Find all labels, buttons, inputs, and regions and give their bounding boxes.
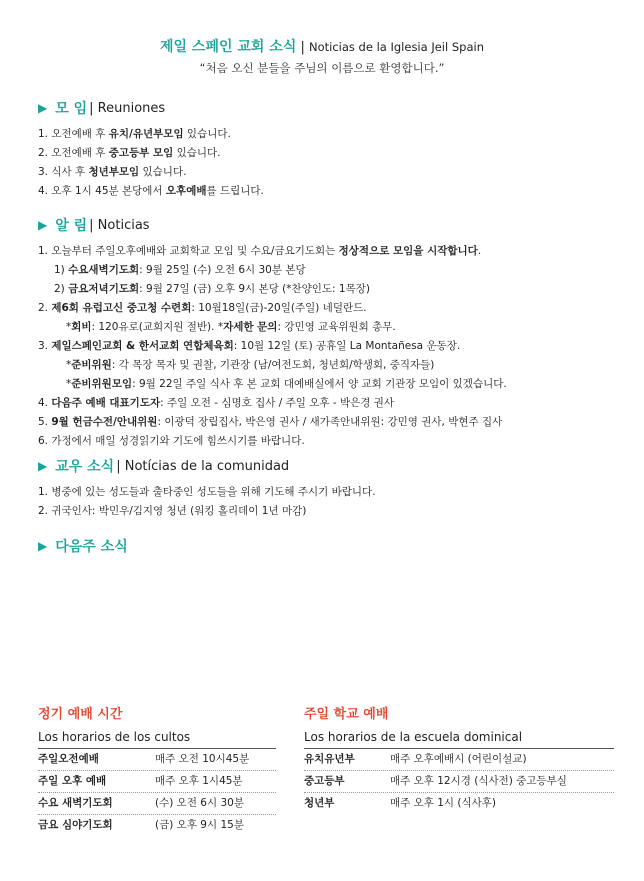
section-heading (38, 535, 618, 557)
section-heading (38, 97, 618, 119)
table-row (304, 749, 614, 771)
title-korean: 제일 스페인 교회 소식 (160, 39, 297, 55)
table-row (38, 793, 276, 815)
service-time: 매주 오후 1시45분 (155, 775, 243, 787)
list-item: *준비위원모임: 9월 22일 주일 식사 후 본 교회 대예배실에서 양 교회 기관장 모임이 있겠습니다. (66, 378, 507, 390)
triangle-right-icon: ▶ (38, 459, 48, 473)
title-spanish: Noticias de la Iglesia Jeil Spain (309, 40, 484, 54)
list-item: 4. 오후 1시 45분 본당에서 오후예배를 드립니다. (38, 185, 264, 197)
worship-schedule (38, 706, 276, 836)
list-item: 1. 오늘부터 주일오후예배와 교회학교 모임 및 수요/금요기도회는 정상적으로 모임을 시작합니다. (38, 245, 482, 257)
list-item: 2. 제6회 유럽고신 중고청 수련회: 10월18일(금)-20일(주일) 네덜란드. (38, 302, 367, 314)
reuniones-list (38, 125, 618, 201)
department-time: 매주 오후예배시 (어린이설교) (390, 753, 527, 765)
worship-schedule-title: 정기 예배 시간 (38, 707, 123, 722)
section-title-korean: 알 림 (55, 218, 88, 234)
title-separator: | (296, 40, 309, 55)
department-name: 중고등부 (304, 775, 345, 787)
table-row (38, 771, 276, 793)
service-name: 주일오전예배 (38, 753, 99, 765)
school-schedule (304, 706, 614, 814)
service-time: 매주 오전 10시45분 (155, 753, 250, 765)
section-title-spanish: | Notícias de la comunidad (116, 458, 290, 474)
page-title (0, 38, 644, 57)
section-heading (38, 214, 618, 236)
school-schedule-subtitle: Los horarios de la escuela dominical (304, 729, 614, 749)
table-row (38, 749, 276, 771)
service-time: (수) 오전 6시 30분 (155, 797, 244, 809)
section-next-week (38, 535, 618, 557)
department-name: 청년부 (304, 797, 335, 809)
list-item: *회비: 120유로(교회지원 절반). *자세한 문의: 강민영 교육위원회 총무. (66, 321, 396, 333)
triangle-right-icon: ▶ (38, 539, 48, 553)
table-row (38, 815, 276, 836)
list-item: 2) 금요저녁기도회: 9월 27일 (금) 오후 9시 본당 (*찬양인도: 1목장) (54, 283, 370, 295)
section-heading (38, 455, 618, 477)
worship-schedule-subtitle: Los horarios de los cultos (38, 729, 276, 749)
list-item: 3. 식사 후 청년부모임 있습니다. (38, 166, 187, 178)
table-row (304, 771, 614, 793)
list-item: 2. 오전예배 후 중고등부 모임 있습니다. (38, 147, 221, 159)
department-name: 유치유년부 (304, 753, 355, 765)
service-name: 수요 새벽기도회 (38, 797, 113, 809)
table-row (304, 793, 614, 814)
list-item: 1) 수요새벽기도회: 9월 25일 (수) 오전 6시 30분 본당 (54, 264, 306, 276)
service-time: (금) 오후 9시 15분 (155, 819, 244, 831)
list-item: 6. 가정에서 매일 성경읽기와 기도에 힘쓰시기를 바랍니다. (38, 435, 305, 447)
section-comunidad (38, 455, 618, 521)
header (0, 38, 644, 76)
service-name: 주일 오후 예배 (38, 775, 107, 787)
section-noticias (38, 214, 618, 451)
list-item: 2. 귀국인사: 박민우/김지영 청년 (워킹 홀리데이 1년 마감) (38, 505, 307, 517)
section-title-korean: 모 임 (55, 101, 88, 117)
triangle-right-icon: ▶ (38, 218, 48, 232)
department-time: 매주 오후 1시 (식사후) (390, 797, 497, 809)
school-schedule-title: 주일 학교 예배 (304, 707, 389, 722)
section-title-spanish: | Reuniones (89, 100, 166, 116)
list-item: 1. 오전예배 후 유치/유년부모임 있습니다. (38, 128, 231, 140)
noticias-list (38, 242, 618, 451)
list-item: 4. 다음주 예배 대표기도자: 주일 오전 - 심명호 집사 / 주일 오후 - 박은경 권사 (38, 397, 395, 409)
department-time: 매주 오후 12시경 (식사전) 중고등부실 (390, 775, 567, 787)
list-item: 1. 병중에 있는 성도들과 출타중인 성도들을 위해 기도해 주시기 바랍니다. (38, 486, 376, 498)
section-title-korean: 다음주 소식 (55, 539, 128, 555)
section-title-spanish: | Noticias (89, 217, 150, 233)
list-item: *준비위원: 각 목장 목자 및 권찰, 기관장 (남/여전도회, 청년회/학생회, 중직자들) (66, 359, 435, 371)
comunidad-list (38, 483, 618, 521)
triangle-right-icon: ▶ (38, 101, 48, 115)
list-item: 5. 9월 헌금수전/안내위원: 이광덕 장립집사, 박은영 권사 / 새가족안내위원: 강민영 권사, 박현주 집사 (38, 416, 503, 428)
list-item: 3. 제일스페인교회 & 한서교회 연합체육회: 10월 12일 (토) 공휴일 La Montañesa 운동장. (38, 340, 461, 352)
welcome-message: “처음 오신 분들을 주님의 이름으로 환영합니다.” (199, 61, 445, 75)
section-title-korean: 교우 소식 (55, 459, 115, 475)
service-name: 금요 심야기도회 (38, 819, 113, 831)
section-reuniones (38, 97, 618, 201)
